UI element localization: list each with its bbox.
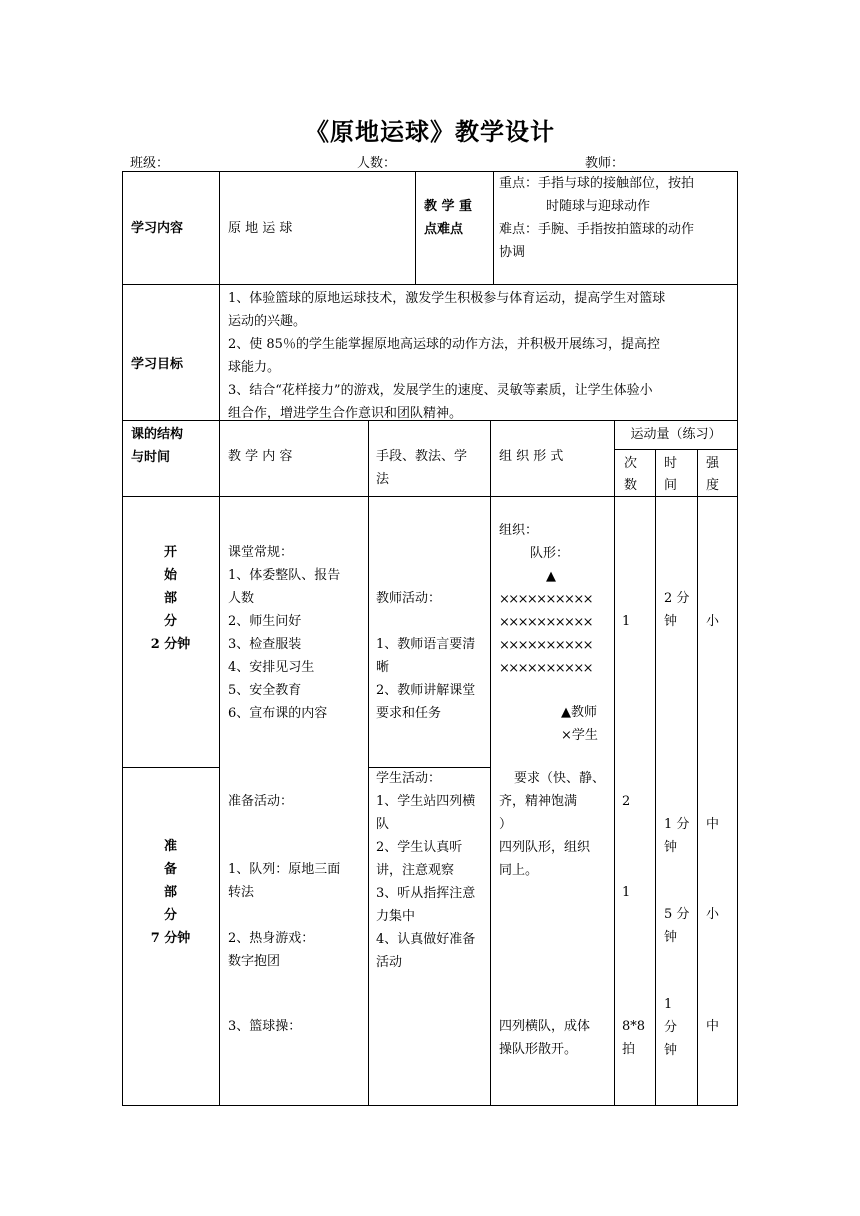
lesson-topic: 原 地 运 球 xyxy=(228,221,293,236)
start-times: 1 xyxy=(622,614,631,629)
class-label: 班级： xyxy=(130,156,170,171)
prep-times3-l1: 8*8 xyxy=(622,1019,646,1034)
key-point-l2: 时随球与迎球动作 xyxy=(546,199,651,214)
prep-org3-l1: 四列横队，成体 xyxy=(499,1019,591,1034)
prep-intensity2: 小 xyxy=(706,907,720,922)
start-part-char: 始 xyxy=(163,568,177,583)
prep-part-char: 准 xyxy=(163,839,177,854)
header-times-l1: 次 xyxy=(624,456,638,471)
start-time-l2: 钟 xyxy=(664,614,678,629)
prep-org1-l1: 四列队形，组织 xyxy=(499,840,591,855)
student-activity-line: 1、学生站四列横 xyxy=(376,794,476,809)
prep-requirement-l3: ） xyxy=(499,817,513,832)
header-content: 教 学 内 容 xyxy=(228,449,293,464)
student-activity-line: 3、听从指挥注意 xyxy=(376,886,476,901)
prep-org1-l2: 同上。 xyxy=(499,863,539,878)
student-activity-line: 力集中 xyxy=(376,909,416,924)
header-method-l1: 手段、教法、学 xyxy=(376,449,468,464)
row-label-objectives: 学习目标 xyxy=(131,357,184,372)
key-difficulty-label-l1: 教 学 重 xyxy=(424,199,473,214)
objective-line: 球能力。 xyxy=(228,360,281,375)
row-label-content: 学习内容 xyxy=(131,221,184,236)
header-times-l2: 数 xyxy=(624,478,638,493)
objective-line: 组合作，增进学生合作意识和团队精神。 xyxy=(228,406,463,421)
header-structure-l1: 课的结构 xyxy=(131,427,184,442)
prep-times2: 1 xyxy=(622,885,631,900)
prep-intro: 准备活动： xyxy=(228,794,294,809)
prep-time1-l2: 钟 xyxy=(664,840,678,855)
student-activity-line: 学生活动： xyxy=(376,771,442,786)
legend-teacher: ▲教师 xyxy=(561,705,597,720)
objective-line: 1、体验篮球的原地运球技术，激发学生积极参与体育运动，提高学生对篮球 xyxy=(228,291,666,306)
prep-time2-l2: 钟 xyxy=(664,930,678,945)
document-title: 《原地运球》教学设计 xyxy=(305,117,555,146)
prep-item1-l1: 1、队列：原地三面 xyxy=(228,862,341,877)
header-organization: 组 织 形 式 xyxy=(499,449,564,464)
student-activity-line: 队 xyxy=(376,817,390,832)
formation-row: ×××××××××× xyxy=(499,638,592,653)
difficulty-l1: 难点：手腕、手指按拍篮球的动作 xyxy=(499,222,695,237)
prep-item2-l1: 2、热身游戏： xyxy=(228,931,315,946)
prep-intensity3: 中 xyxy=(706,1019,720,1034)
objective-line: 运动的兴趣。 xyxy=(228,314,307,329)
prep-org3-l2: 操队形散开。 xyxy=(499,1042,578,1057)
prep-time1-l1: 1 分 xyxy=(664,817,690,832)
prep-requirement-l2: 齐，精神饱满 xyxy=(499,794,578,809)
header-method-l2: 法 xyxy=(376,472,390,487)
teacher-activity-line: 晰 xyxy=(376,660,390,675)
teacher-activity-line: 教师活动： xyxy=(376,591,442,606)
formation-row: ×××××××××× xyxy=(499,661,592,676)
prep-part-char: 备 xyxy=(163,862,177,877)
prep-time3-l1: 1 xyxy=(664,997,673,1012)
prep-intensity1: 中 xyxy=(706,817,720,832)
objective-line: 2、使 85％的学生能掌握原地高运球的动作方法，并积极开展练习，提高控 xyxy=(228,337,660,352)
prep-time2-l1: 5 分 xyxy=(664,907,690,922)
prep-part-duration: 7 分钟 xyxy=(150,931,191,946)
prep-times3-l2: 拍 xyxy=(622,1042,636,1057)
prep-part-char: 部 xyxy=(163,885,177,900)
prep-item3: 3、篮球操： xyxy=(228,1019,302,1034)
start-content-line: 人数 xyxy=(228,591,255,606)
objective-line: 3、结合“花样接力”的游戏，发展学生的速度、灵敏等素质，让学生体验小 xyxy=(228,383,653,398)
start-part-char: 开 xyxy=(163,545,177,560)
prep-part-char: 分 xyxy=(163,908,177,923)
start-part-char: 分 xyxy=(163,614,177,629)
formation-teacher-marker: ▲ xyxy=(546,569,556,584)
header-structure-l2: 与时间 xyxy=(131,450,171,465)
start-content-line: 课堂常规： xyxy=(228,545,294,560)
student-activity-line: 讲，注意观察 xyxy=(376,863,455,878)
start-time-l1: 2 分 xyxy=(664,591,690,606)
student-activity-line: 2、学生认真听 xyxy=(376,840,463,855)
start-part-char: 部 xyxy=(163,591,177,606)
teacher-label: 教师： xyxy=(585,156,625,171)
org-title: 组织： xyxy=(499,523,539,538)
prep-item2-l2: 数字抱团 xyxy=(228,954,281,969)
formation-row: ×××××××××× xyxy=(499,615,592,630)
start-content-line: 1、体委整队、报告 xyxy=(228,568,341,583)
student-activity-line: 4、认真做好准备 xyxy=(376,932,476,947)
student-activity-line: 活动 xyxy=(376,955,403,970)
prep-time3-l2: 分 xyxy=(664,1020,678,1035)
org-formation-label: 队形： xyxy=(530,546,570,561)
start-content-line: 5、安全教育 xyxy=(228,683,302,698)
formation-row: ×××××××××× xyxy=(499,592,592,607)
teacher-activity-line: 1、教师语言要清 xyxy=(376,637,476,652)
prep-item1-l2: 转法 xyxy=(228,885,255,900)
header-exercise-load: 运动量（练习） xyxy=(630,427,722,442)
start-intensity: 小 xyxy=(706,614,720,629)
prep-times1: 2 xyxy=(622,794,631,809)
key-difficulty-label-l2: 点难点 xyxy=(424,222,464,237)
header-time-l1: 时 xyxy=(664,456,678,471)
key-point-l1: 重点：手指与球的接触部位，按拍 xyxy=(499,176,695,191)
difficulty-l2: 协调 xyxy=(499,245,526,260)
teacher-activity-line: 2、教师讲解课堂 xyxy=(376,683,476,698)
prep-requirement-l1: 要求（快、静、 xyxy=(514,771,606,786)
start-content-line: 4、安排见习生 xyxy=(228,660,315,675)
header-intensity-l1: 强 xyxy=(706,456,720,471)
start-content-line: 6、宣布课的内容 xyxy=(228,706,328,721)
teacher-activity-line: 要求和任务 xyxy=(376,706,442,721)
legend-student: ×学生 xyxy=(561,728,598,743)
start-content-line: 3、检查服装 xyxy=(228,637,302,652)
header-time-l2: 间 xyxy=(664,478,678,493)
start-part-duration: 2 分钟 xyxy=(150,637,191,652)
start-content-line: 2、师生问好 xyxy=(228,614,302,629)
count-label: 人数： xyxy=(357,156,397,171)
prep-time3-l3: 钟 xyxy=(664,1043,678,1058)
header-intensity-l2: 度 xyxy=(706,478,720,493)
